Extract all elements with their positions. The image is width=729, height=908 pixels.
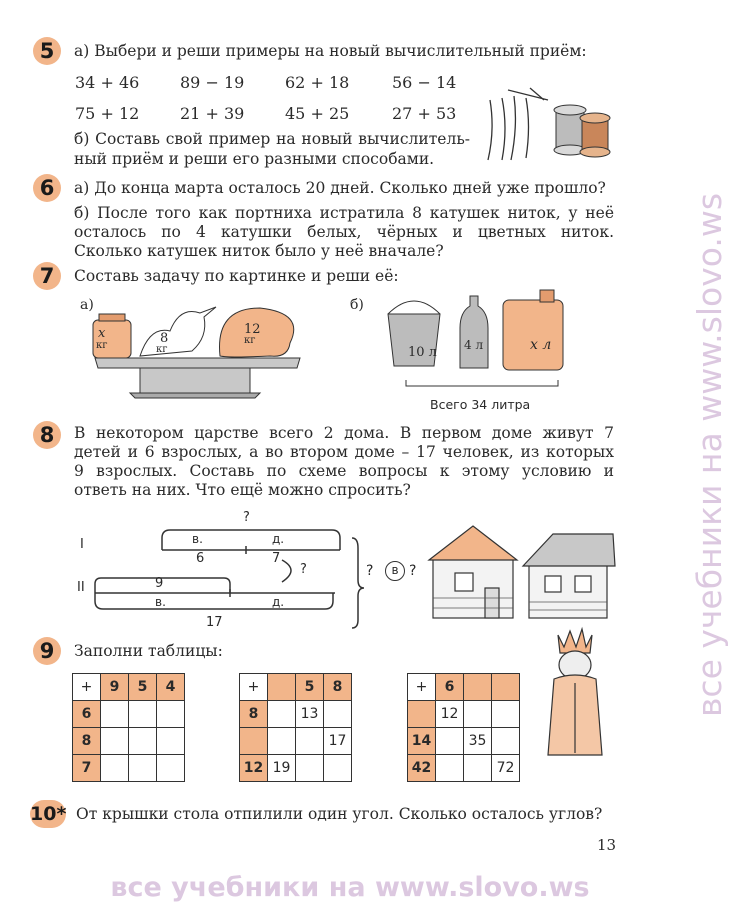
goose-weight: 8 [160,331,169,346]
page-number: 13 [597,836,617,854]
addition-table-3 [407,673,520,782]
total-volume-label: Всего 34 литра [430,397,531,412]
table-cell[interactable] [129,701,157,728]
exercise-6b-line1: б) После того как портниха истратила 8 катушек ниток, у неё [74,204,614,222]
exercise-8-line1: В некотором царстве всего 2 дома. В первом доме живут 7 [74,424,614,442]
goose-kg-label: кг [156,344,168,355]
table-operator: + [408,674,436,701]
table-cell[interactable] [129,755,157,782]
exercise-6b-line3: Сколько катушек ниток было у неё вначале? [74,242,444,260]
side-watermark: все учебники на www.slovo.ws [690,192,729,718]
example: 89 − 19 [180,73,245,92]
addition-table-1 [72,673,185,782]
example: 34 + 46 [75,73,140,92]
scheme-children-2: д. [272,595,285,609]
part-b-label: б) [350,297,364,313]
table-cell[interactable] [492,728,520,755]
table-cell[interactable] [296,755,324,782]
exercise-8-line2: детей и 6 взрослых, а во втором доме – 17 человек, из которых [74,443,614,461]
table-cell[interactable] [101,755,129,782]
exercise-5-number: 5 [33,37,61,65]
example: 62 + 18 [285,73,350,92]
exercise-6b-line2: осталось по 4 катушки белых, чёрных и цветных ниток. [74,223,614,241]
exercise-10-text: От крышки стола отпилили один угол. Сколько осталось углов? [76,805,603,823]
table-cell[interactable] [492,701,520,728]
part-a-label: а) [80,297,94,313]
table-operator: + [240,674,268,701]
row-header[interactable] [408,701,436,728]
exercise-5a-text: а) Выбери и реши примеры на новый вычислительный приём: [74,42,587,60]
addition-table-2 [239,673,352,782]
col-header: 9 [101,674,129,701]
row-header: 7 [73,755,101,782]
table-cell[interactable] [157,728,185,755]
bottle-label: 4 л [464,338,484,352]
sewing-thread-illustration [478,80,618,170]
scheme-adults-circle: в [385,561,405,581]
pig-weight: 12 [244,322,261,337]
scheme-right-question-1: ? [366,563,374,579]
table-cell[interactable] [268,701,296,728]
exercise-8-number: 8 [33,421,61,449]
col-header: 8 [324,674,352,701]
exercise-7-number: 7 [33,262,61,290]
jar-kg-label: кг [96,340,108,351]
scheme-value-17: 17 [206,615,223,630]
col-header[interactable] [492,674,520,701]
scheme-children-1: д. [272,532,285,546]
table-cell[interactable] [101,728,129,755]
col-header: 4 [157,674,185,701]
row-header[interactable] [240,728,268,755]
scheme-row-2: II [77,580,85,595]
col-header[interactable] [268,674,296,701]
table-cell: 35 [464,728,492,755]
table-cell[interactable] [101,701,129,728]
table-cell[interactable] [464,701,492,728]
exercise-8-line4: ответь на них. Что ещё можно спросить? [74,481,411,499]
example: 75 + 12 [75,104,140,123]
table-cell[interactable] [324,701,352,728]
table-cell[interactable] [436,728,464,755]
table-cell[interactable] [157,701,185,728]
example: 27 + 53 [392,104,457,123]
canister-label: х л [530,337,552,353]
table-cell: 19 [268,755,296,782]
row-header: 42 [408,755,436,782]
example: 56 − 14 [392,73,457,92]
table-cell: 17 [324,728,352,755]
scheme-value-7: 7 [272,551,281,566]
exercise-5b-line1: б) Составь свой пример на новый вычислитель- [74,130,470,148]
pig-kg-label: кг [244,335,256,346]
row-header: 8 [73,728,101,755]
exercise-10-number: 10* [30,800,66,828]
exercise-6a-text: а) До конца марта осталось 20 дней. Сколько дней уже прошло? [74,179,606,197]
scheme-adults-2: в. [155,595,166,609]
example: 45 + 25 [285,104,350,123]
jar-x-label: х [98,326,106,341]
table-cell[interactable] [129,728,157,755]
scheme-diagram [70,508,400,628]
table-cell[interactable] [436,755,464,782]
scheme-right-question-2: ? [409,563,417,579]
col-header[interactable] [464,674,492,701]
exercise-6-number: 6 [33,174,61,202]
row-header: 12 [240,755,268,782]
row-header: 6 [73,701,101,728]
scheme-value-9: 9 [155,576,164,591]
table-cell[interactable] [157,755,185,782]
col-header: 6 [436,674,464,701]
king-illustration [540,625,610,760]
table-cell: 13 [296,701,324,728]
bottom-watermark: все учебники на www.slovo.ws [110,872,590,903]
scheme-total-question: ? [243,510,250,525]
scales-illustration [85,292,310,407]
table-cell[interactable] [324,755,352,782]
scheme-adults-1: в. [192,532,203,546]
exercise-9-text: Заполни таблицы: [74,642,223,660]
table-cell[interactable] [296,728,324,755]
table-cell[interactable] [268,728,296,755]
table-cell: 72 [492,755,520,782]
col-header: 5 [296,674,324,701]
scheme-row-1: I [80,537,84,552]
row-header: 8 [240,701,268,728]
exercise-5b-line2: ный приём и реши его разными способами. [74,150,435,168]
scheme-compare-question: ? [300,562,307,577]
scheme-value-6: 6 [196,551,205,566]
houses-illustration [425,518,615,623]
col-header: 5 [129,674,157,701]
bucket-label: 10 л [408,345,437,360]
table-cell: 12 [436,701,464,728]
exercise-9-number: 9 [33,637,61,665]
table-cell[interactable] [464,755,492,782]
table-operator: + [73,674,101,701]
exercise-7-text: Составь задачу по картинке и реши её: [74,267,399,285]
exercise-8-line3: 9 взрослых. Составь по схеме вопросы к этому условию и [74,462,614,480]
example: 21 + 39 [180,104,245,123]
row-header: 14 [408,728,436,755]
